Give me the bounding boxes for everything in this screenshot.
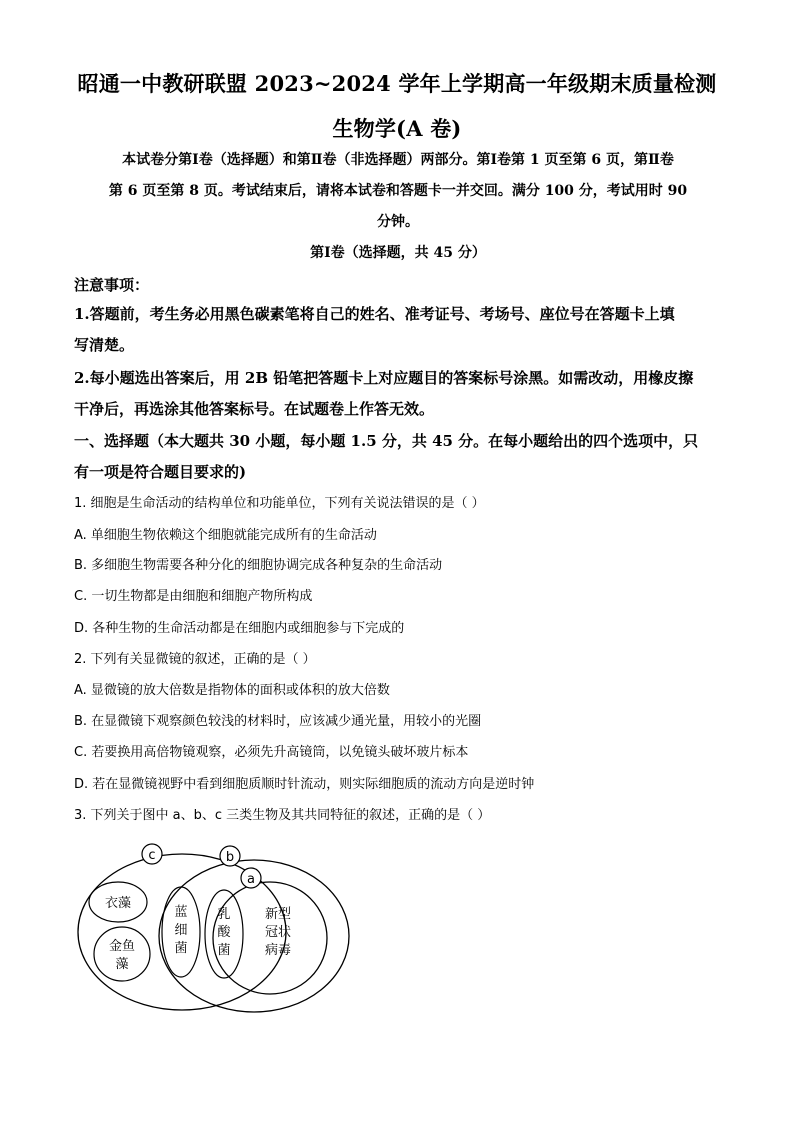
jinyuzao-circle (94, 927, 150, 981)
question-stem: 3. 下列关于图中 a、b、c 三类生物及其共同特征的叙述，正确的是（ ） (74, 808, 491, 823)
notice-heading: 注意事项： (74, 276, 150, 294)
jinyuzao-label: 藻 (115, 957, 129, 972)
intro-line: 第 6 页至第 8 页。考试结束后，请将本试卷和答题卡一并交回。满分 100 分，考试用时 90 (108, 183, 688, 199)
rusuanjun-label: 酸 (217, 925, 231, 940)
question-stem: 2. 下列有关显微镜的叙述，正确的是（ ） (74, 652, 316, 667)
question-option: C. 一切生物都是由细胞和细胞产物所构成 (74, 589, 313, 604)
lanxijun-label: 菌 (174, 941, 188, 956)
label-b: b (225, 850, 235, 865)
intro-line: 本试卷分第Ⅰ卷（选择题）和第Ⅱ卷（非选择题）两部分。第Ⅰ卷第 1 页至第 6 页，第Ⅱ卷 (122, 152, 674, 168)
subject-title: 生物学(A 卷) (332, 116, 462, 141)
notice-item: 干净后，再选涂其他答案标号。在试题卷上作答无效。 (74, 400, 435, 418)
virus-label: 冠状 (264, 925, 292, 940)
notice-item: 写清楚。 (74, 336, 135, 354)
rusuanjun-label: 菌 (217, 943, 231, 958)
question-option: A. 单细胞生物依赖这个细胞就能完成所有的生命活动 (74, 528, 377, 543)
exam-title: 昭通一中教研联盟 2023~2024 学年上学期高一年级期末质量检测 (77, 71, 717, 96)
label-c: c (148, 848, 156, 863)
intro-line: 分钟。 (377, 214, 419, 230)
notice-item: 1.答题前，考生务必用黑色碳素笔将自己的姓名、准考证号、考场号、座位号在答题卡上填 (74, 305, 675, 323)
question-option: C. 若要换用高倍物镜观察，必须先升高镜筒，以免镜头破坏玻片标本 (74, 745, 469, 760)
virus-label: 病毒 (264, 943, 292, 958)
label-a: a (247, 872, 255, 887)
notice-item: 2.每小题选出答案后，用 2B 铅笔把答题卡上对应题目的答案标号涂黑。如需改动，用橡皮擦 (74, 369, 694, 387)
section-title: 第Ⅰ卷（选择题，共 45 分） (310, 245, 486, 261)
question-option: D. 各种生物的生命活动都是在细胞内或细胞参与下完成的 (74, 621, 405, 636)
virus-label: 新型 (264, 907, 292, 922)
question-option: A. 显微镜的放大倍数是指物体的面积或体积的放大倍数 (74, 683, 390, 698)
lanxijun-label: 细 (174, 923, 188, 938)
jinyuzao-label: 金鱼 (108, 939, 136, 954)
question-option: B. 多细胞生物需要各种分化的细胞协调完成各种复杂的生命活动 (74, 558, 443, 573)
yizao-label: 衣藻 (104, 896, 132, 911)
part-heading: 一、选择题（本大题共 30 小题，每小题 1.5 分，共 45 分。在每小题给出的四个选项中，只 (74, 432, 699, 450)
question-stem: 1. 细胞是生命活动的结构单位和功能单位，下列有关说法错误的是（ ） (74, 496, 485, 511)
question-option: D. 若在显微镜视野中看到细胞质顺时针流动，则实际细胞质的流动方向是逆时钟 (74, 777, 535, 792)
question-option: B. 在显微镜下观察颜色较浅的材料时，应该减少通光量，用较小的光圈 (74, 714, 482, 729)
rusuanjun-label: 乳 (217, 907, 231, 922)
part-heading: 有一项是符合题目要求的) (74, 463, 247, 481)
venn-diagram (70, 836, 380, 1016)
lanxijun-label: 蓝 (174, 905, 188, 920)
